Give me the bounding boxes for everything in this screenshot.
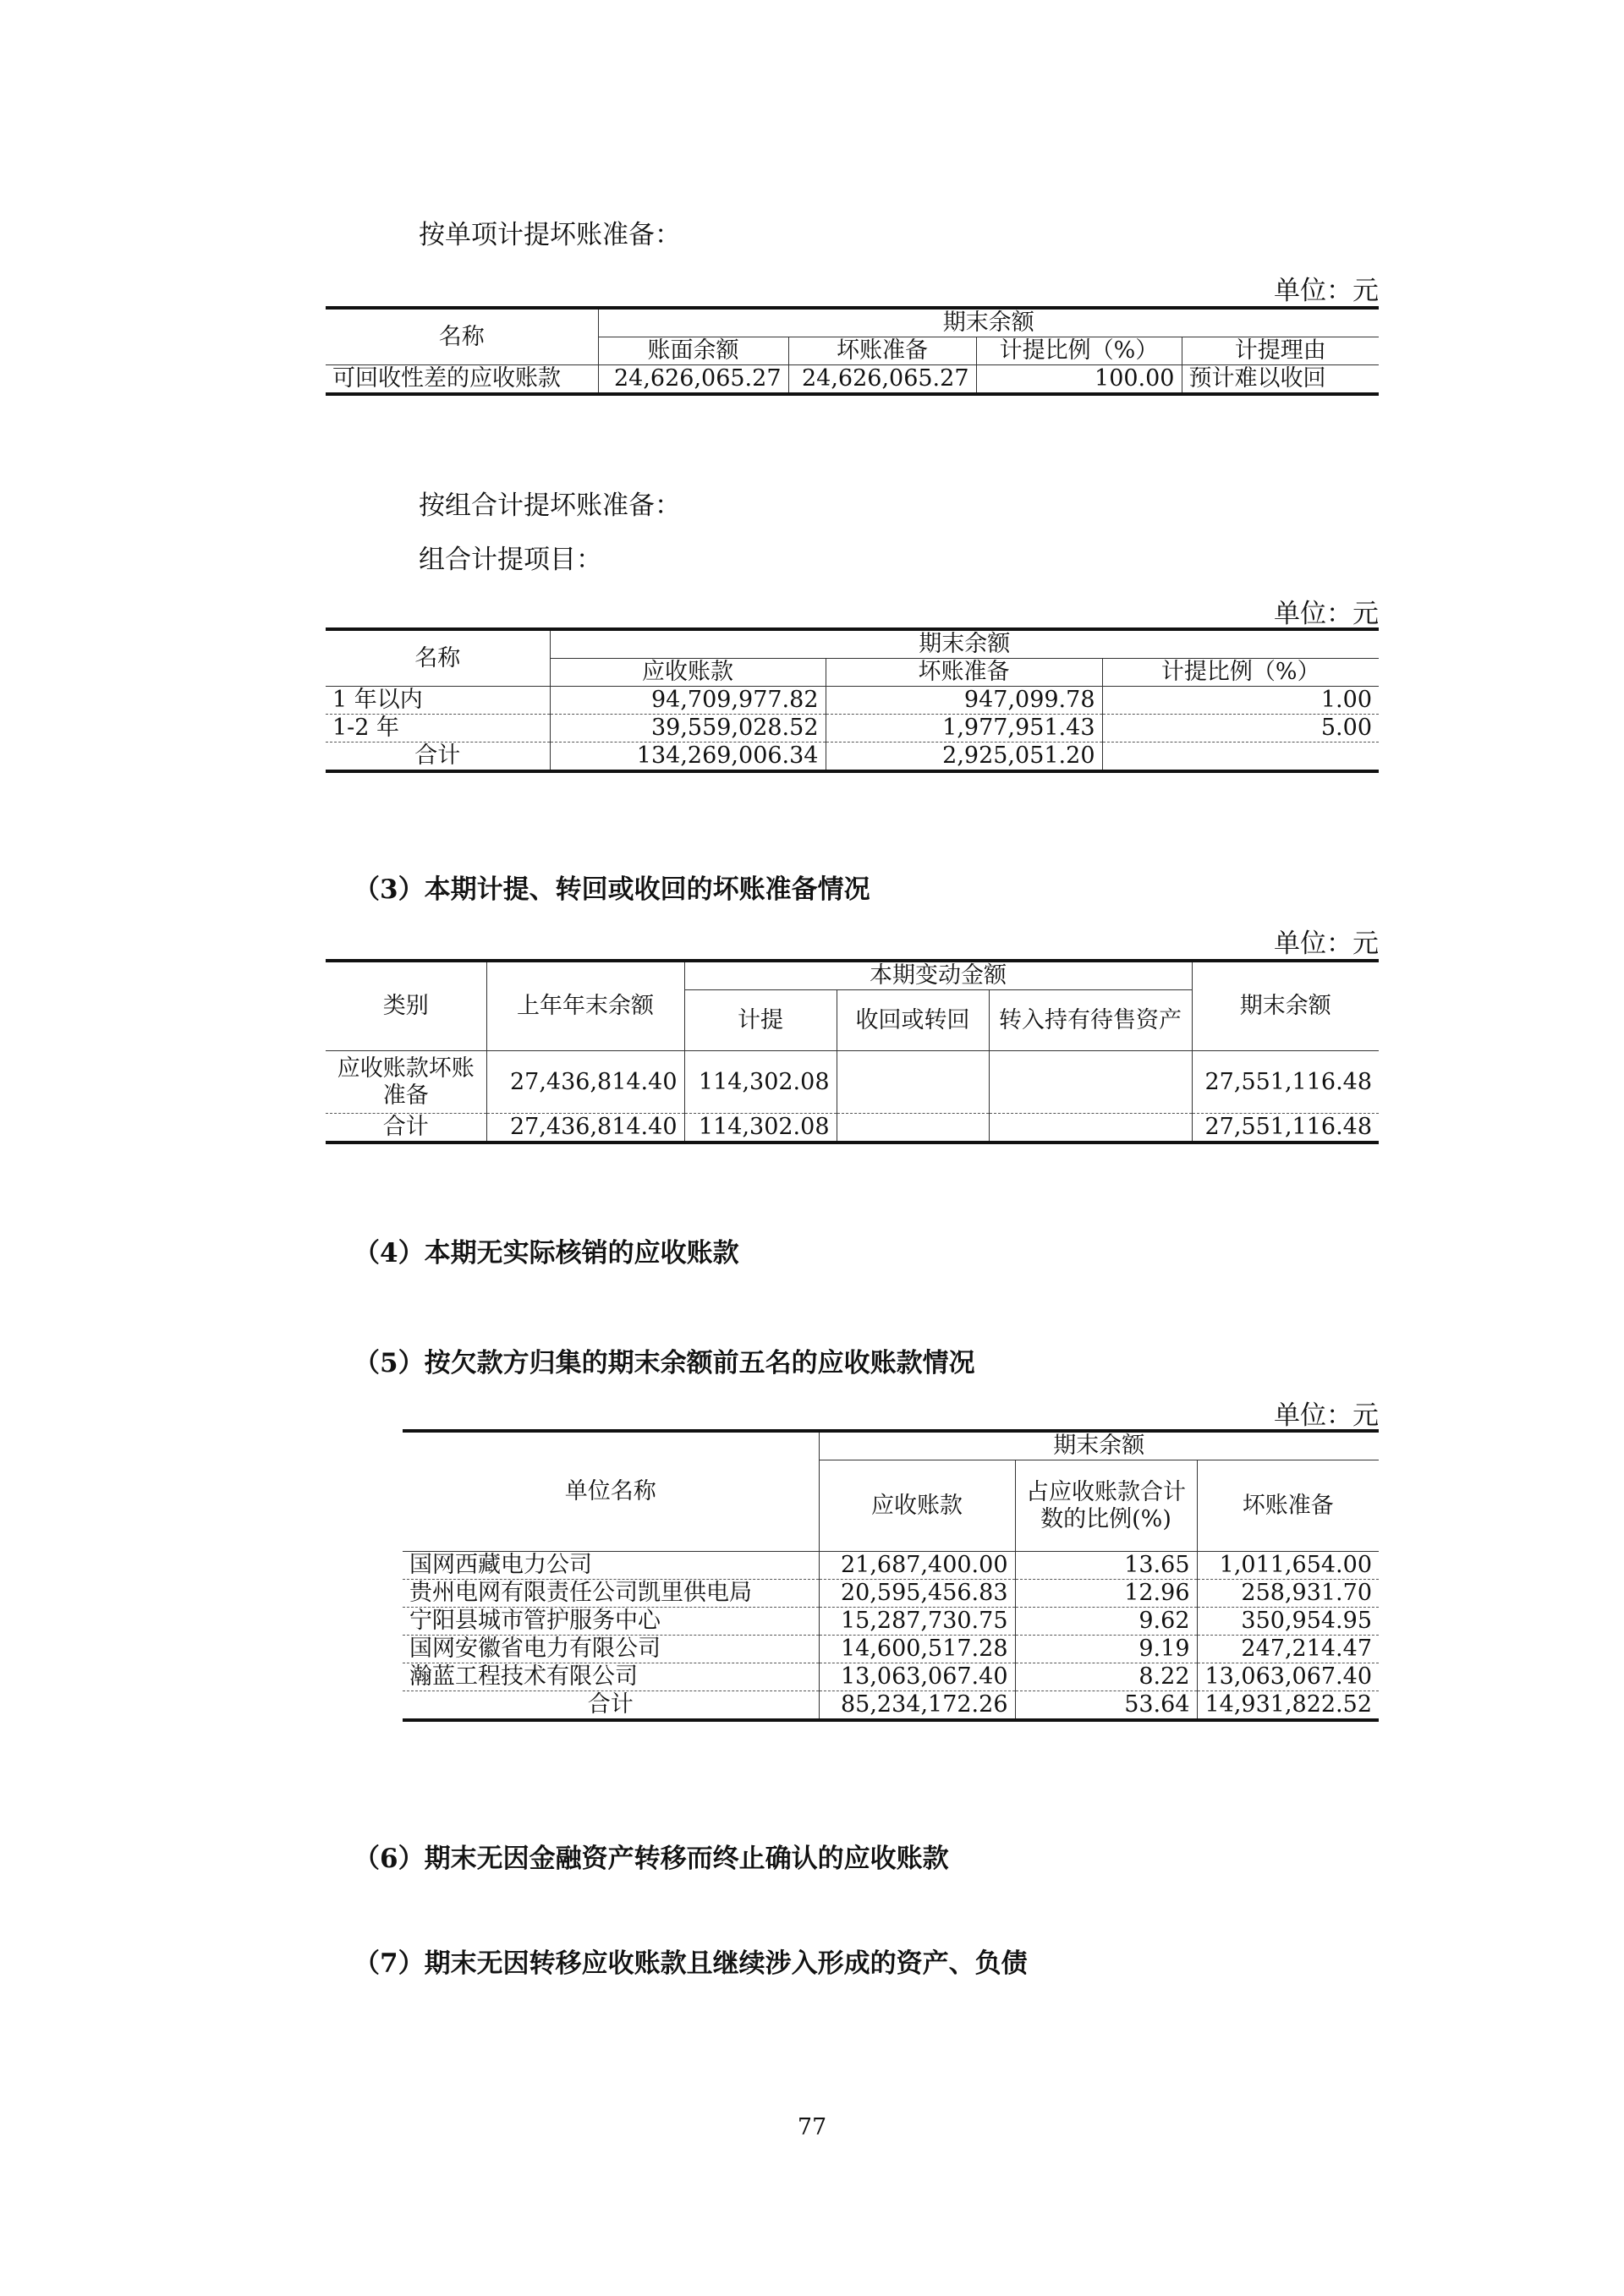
header-category: 类别 xyxy=(326,961,486,1051)
cell-provision: 1,011,654.00 xyxy=(1197,1552,1379,1580)
cell-provision: 1,977,951.43 xyxy=(826,715,1102,743)
cell-name: 合计 xyxy=(403,1691,819,1721)
section-6-heading: （6）期末无因金融资产转移而终止确认的应收账款 xyxy=(354,1844,949,1874)
unit-label: 单位：元 xyxy=(1274,276,1379,306)
cell-name: 可回收性差的应收账款 xyxy=(326,365,598,395)
header-period-end-balance: 期末余额 xyxy=(819,1431,1379,1460)
cell-end: 27,551,116.48 xyxy=(1192,1051,1379,1114)
cell-category: 合计 xyxy=(326,1114,486,1143)
cell-name: 国网安徽省电力有限公司 xyxy=(403,1636,819,1663)
cell-end: 27,551,116.48 xyxy=(1192,1114,1379,1143)
cell-name: 瀚蓝工程技术有限公司 xyxy=(403,1663,819,1691)
unit-label: 单位：元 xyxy=(1274,599,1379,629)
header-name: 名称 xyxy=(326,308,598,365)
cell-prev: 27,436,814.40 xyxy=(486,1051,684,1114)
header-bad-debt-provision: 坏账准备 xyxy=(1197,1460,1379,1552)
header-accrue: 计提 xyxy=(684,990,837,1051)
cell-provision: 2,925,051.20 xyxy=(826,743,1102,772)
single-provision-table xyxy=(326,306,1379,396)
cell-share: 9.62 xyxy=(1015,1608,1197,1636)
header-prev-year-end-balance: 上年年末余额 xyxy=(486,961,684,1051)
cell-provision: 13,063,067.40 xyxy=(1197,1663,1379,1691)
cell-category: 应收账款坏账准备 xyxy=(326,1051,486,1114)
group-provision-table xyxy=(326,627,1379,773)
header-name: 名称 xyxy=(326,629,550,687)
cell-ratio: 5.00 xyxy=(1102,715,1379,743)
cell-name: 1 年以内 xyxy=(326,687,550,715)
cell-share: 13.65 xyxy=(1015,1552,1197,1580)
table-row xyxy=(403,1663,1379,1691)
cell-book: 24,626,065.27 xyxy=(598,365,788,395)
cell-held xyxy=(989,1114,1192,1143)
cell-provision: 247,214.47 xyxy=(1197,1636,1379,1663)
table-row-total xyxy=(326,743,1379,772)
provision-changes-table xyxy=(326,959,1379,1144)
cell-name: 贵州电网有限责任公司凯里供电局 xyxy=(403,1580,819,1608)
header-book-balance: 账面余额 xyxy=(598,337,788,365)
cell-receivable: 85,234,172.26 xyxy=(819,1691,1015,1721)
cell-share: 9.19 xyxy=(1015,1636,1197,1663)
cell-receivable: 134,269,006.34 xyxy=(550,743,826,772)
table-row xyxy=(403,1636,1379,1663)
cell-accrue: 114,302.08 xyxy=(684,1051,837,1114)
header-unit-name: 单位名称 xyxy=(403,1431,819,1552)
cell-receivable: 39,559,028.52 xyxy=(550,715,826,743)
header-period-change: 本期变动金额 xyxy=(684,961,1192,990)
table-row xyxy=(326,365,1379,395)
section-3-heading: （3）本期计提、转回或收回的坏账准备情况 xyxy=(354,874,870,905)
cell-receivable: 13,063,067.40 xyxy=(819,1663,1015,1691)
cell-reason: 预计难以收回 xyxy=(1182,365,1379,395)
header-period-end-balance: 期末余额 xyxy=(1192,961,1379,1051)
table-row-total xyxy=(326,1114,1379,1143)
section-4-heading: （4）本期无实际核销的应收账款 xyxy=(354,1238,739,1269)
cell-name: 1-2 年 xyxy=(326,715,550,743)
cell-prev: 27,436,814.40 xyxy=(486,1114,684,1143)
cell-ratio: 100.00 xyxy=(976,365,1182,395)
cell-accrue: 114,302.08 xyxy=(684,1114,837,1143)
header-period-end-balance: 期末余额 xyxy=(550,629,1379,659)
unit-label: 单位：元 xyxy=(1274,929,1379,959)
unit-label: 单位：元 xyxy=(1274,1400,1379,1431)
table-row xyxy=(326,715,1379,743)
cell-share: 12.96 xyxy=(1015,1580,1197,1608)
header-bad-debt-provision: 坏账准备 xyxy=(826,659,1102,687)
header-provision-ratio: 计提比例（%） xyxy=(1102,659,1379,687)
cell-provision: 258,931.70 xyxy=(1197,1580,1379,1608)
cell-provision: 14,931,822.52 xyxy=(1197,1691,1379,1721)
cell-receivable: 14,600,517.28 xyxy=(819,1636,1015,1663)
top-five-receivables-table xyxy=(403,1429,1379,1722)
cell-receivable: 94,709,977.82 xyxy=(550,687,826,715)
table-row xyxy=(403,1608,1379,1636)
header-provision-ratio: 计提比例（%） xyxy=(976,337,1182,365)
cell-held xyxy=(989,1051,1192,1114)
table-row xyxy=(326,1051,1379,1114)
header-bad-debt-provision: 坏账准备 xyxy=(788,337,976,365)
section-5-heading: （5）按欠款方归集的期末余额前五名的应收账款情况 xyxy=(354,1348,975,1378)
cell-share: 53.64 xyxy=(1015,1691,1197,1721)
cell-provision: 24,626,065.27 xyxy=(788,365,976,395)
group-items-label: 组合计提项目： xyxy=(419,545,602,575)
section-7-heading: （7）期末无因转移应收账款且继续涉入形成的资产、负债 xyxy=(354,1948,1028,1979)
header-reverse: 收回或转回 xyxy=(837,990,989,1051)
page-number: 77 xyxy=(797,2114,827,2140)
cell-receivable: 21,687,400.00 xyxy=(819,1552,1015,1580)
cell-receivable: 15,287,730.75 xyxy=(819,1608,1015,1636)
cell-reverse xyxy=(837,1114,989,1143)
header-held-for-sale: 转入持有待售资产 xyxy=(989,990,1192,1051)
cell-name: 宁阳县城市管护服务中心 xyxy=(403,1608,819,1636)
group-provision-intro: 按组合计提坏账准备： xyxy=(419,490,681,521)
cell-receivable: 20,595,456.83 xyxy=(819,1580,1015,1608)
cell-share: 8.22 xyxy=(1015,1663,1197,1691)
header-share-of-total: 占应收账款合计数的比例(%) xyxy=(1015,1460,1197,1552)
table-row xyxy=(403,1552,1379,1580)
cell-ratio: 1.00 xyxy=(1102,687,1379,715)
cell-ratio xyxy=(1102,743,1379,772)
header-receivable: 应收账款 xyxy=(819,1460,1015,1552)
cell-name: 合计 xyxy=(326,743,550,772)
table-row xyxy=(403,1580,1379,1608)
header-period-end-balance: 期末余额 xyxy=(598,308,1379,337)
cell-name: 国网西藏电力公司 xyxy=(403,1552,819,1580)
cell-provision: 350,954.95 xyxy=(1197,1608,1379,1636)
header-provision-reason: 计提理由 xyxy=(1182,337,1379,365)
table-row xyxy=(326,687,1379,715)
cell-provision: 947,099.78 xyxy=(826,687,1102,715)
cell-reverse xyxy=(837,1051,989,1114)
header-receivable: 应收账款 xyxy=(550,659,826,687)
table-row-total xyxy=(403,1691,1379,1721)
single-provision-intro: 按单项计提坏账准备： xyxy=(419,220,681,250)
